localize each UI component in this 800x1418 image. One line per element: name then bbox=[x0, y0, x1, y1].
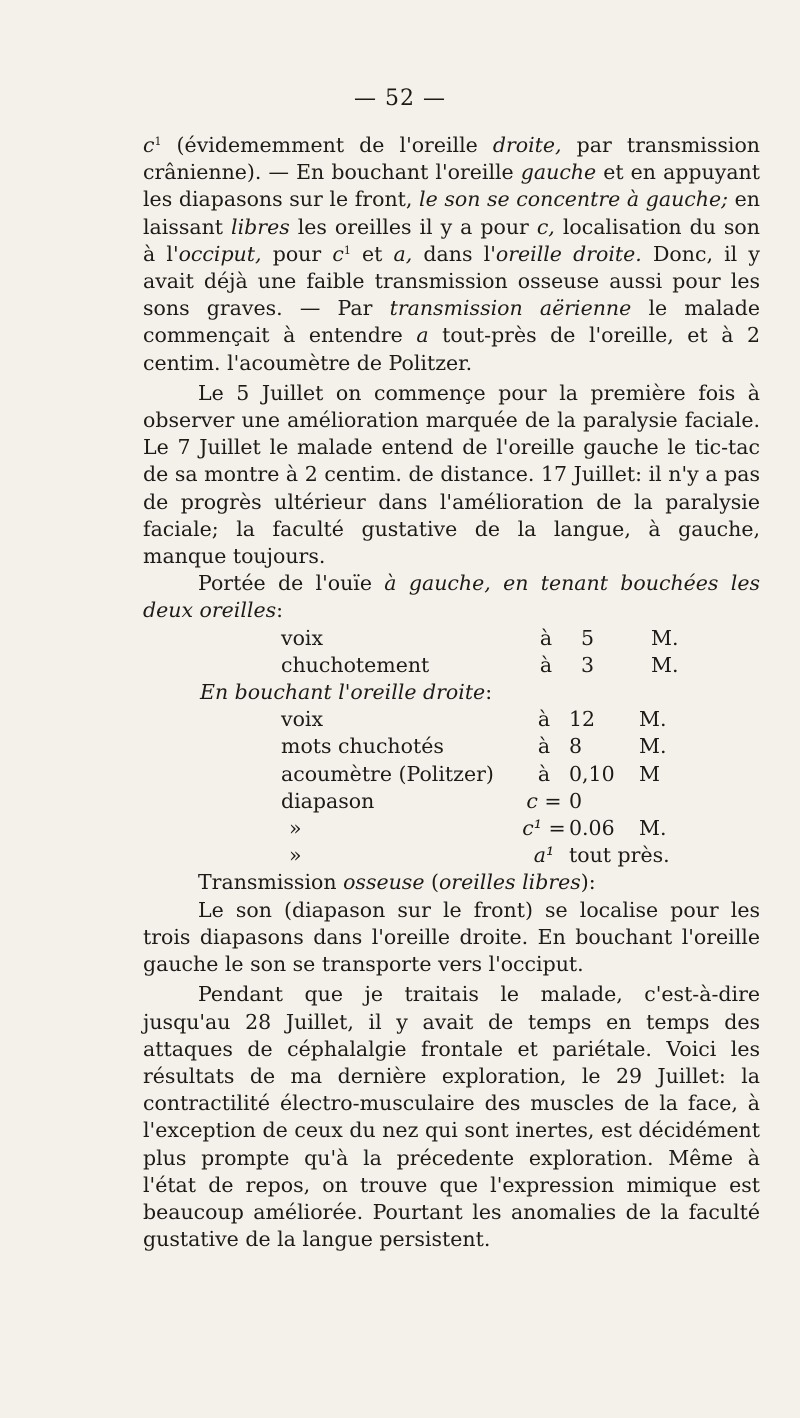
hearing-table-2 bbox=[281, 706, 670, 869]
table-row: chuchotement à 3 M. bbox=[281, 652, 679, 677]
table-row: » a¹ tout près. bbox=[289, 843, 670, 868]
paragraph-1: $c^1$ (évidememment de l'oreille droite, par transmission crânienne). — En bouchant l'oreille gauche et en appuyant les diapasons sur le front, le son se concentre à gauche; en laissant libres les oreilles il y a pour c, localisation du son à l'occiput, pour $c^1$ et a, dans l'oreille droite. Donc, il y avait déjà une faible transmission osseuse aussi pour les sons graves. — Par transmission aërienne le malade commençait à entendre a tout-près de l'oreille, et à 2 centim. l'acoumètre de Politzer. bbox=[143, 133, 761, 375]
portee-heading: Portée de l'ouïe à gauche, en tenant bouchées les deux oreilles: bbox=[143, 571, 760, 623]
paragraph-2: Le 5 Juillet on commençe pour la première fois à observer une amélioration marquée de la paralysie faciale. Le 7 Juillet le malade entend de l'oreille gauche le tic-tac de sa montre à 2 centim. de distance. 17 Juillet: il n'y a pas de progrès ultérieur dans l'amélioration de la paralysie faciale; la faculté gustative de la langue, à gauche, manque toujours. bbox=[143, 380, 760, 569]
paragraph-3: Le son (diapason sur le front) se localise pour les trois diapasons dans l'oreille droite. En bouchant l'oreille gauche le son se transporte vers l'occiput. bbox=[143, 897, 760, 977]
table-row: voix à 5 M. bbox=[281, 625, 679, 650]
paragraph-4: Pendant que je traitais le malade, c'est-à-dire jusqu'au 28 Juillet, il y avait de temps en temps des attaques de céphalalgie frontale et pariétale. Voici les résultats de ma dernière exploration, le 29 Juillet: la contractilité électro-musculaire des muscles de la face, à l'exception de ceux du nez qui sont inertes, est décidément plus prompte qu'à la précedente exploration. Même à l'état de repos, on trouve que l'expression mimique est beaucoup améliorée. Pourtant les anomalies de la faculté gustative de la langue persistent. bbox=[143, 982, 760, 1252]
page-number: — 52 — bbox=[354, 86, 446, 111]
table-row: acoumètre (Politzer) à 0,10 M bbox=[281, 761, 660, 786]
table-row: » c¹ = 0.06 M. bbox=[289, 816, 667, 841]
hearing-table-1 bbox=[281, 625, 679, 679]
body-text bbox=[143, 132, 760, 1253]
table-row: diapason c = 0 bbox=[281, 788, 583, 813]
table-row: voix à 12 M. bbox=[281, 707, 667, 732]
bouchant-heading: En bouchant l'oreille droite: bbox=[200, 680, 493, 705]
table-row: mots chuchotés à 8 M. bbox=[281, 734, 667, 759]
transmission-heading: Transmission osseuse (oreilles libres): bbox=[198, 870, 596, 895]
